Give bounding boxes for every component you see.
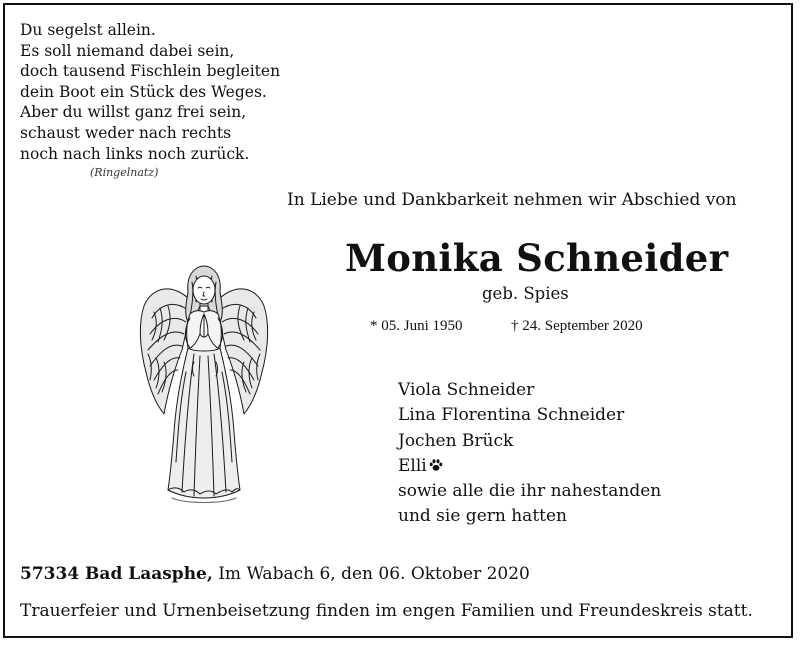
address-details: Im Wabach 6, den 06. Oktober 2020 [212, 564, 530, 584]
mourner-name: Viola Schneider [398, 380, 535, 400]
mourner-name: Jochen Brück [398, 430, 514, 451]
birth-date: * 05. Juni 1950 [370, 318, 463, 334]
poem-line: doch tausend Fischlein begleiten [20, 62, 281, 81]
mourners-list [398, 378, 661, 530]
poem-author: (Ringelnatz) [90, 166, 159, 179]
poem [20, 20, 280, 164]
death-date: † 24. September 2020 [511, 318, 643, 334]
deceased-name: Monika Schneider [345, 236, 729, 280]
farewell-intro: In Liebe und Dankbarkeit nehmen wir Abschied von [287, 190, 737, 210]
poem-line: Aber du willst ganz frei sein, [20, 103, 247, 122]
poem-line: Du segelst allein. [20, 21, 156, 39]
address-line [20, 564, 530, 584]
poem-line: noch nach links noch zurück. [20, 144, 250, 163]
mourner-name: Elli [398, 455, 427, 476]
paw-print-icon [429, 458, 443, 472]
ceremony-note: Trauerfeier und Urnenbeisetzung finden im engen Familien und Freundeskreis statt. [20, 601, 753, 621]
poem-line: dein Boot ein Stück des Weges. [20, 82, 267, 101]
mourner-name: sowie alle die ihr nahestanden [398, 481, 662, 502]
mourner-item-pet [398, 454, 661, 479]
mourner-name: Lina Florentina Schneider [398, 405, 625, 426]
address-city: 57334 Bad Laasphe, [20, 564, 213, 584]
poem-line: Es soll niemand dabei sein, [20, 41, 235, 60]
mourner-name: und sie gern hatten [398, 506, 567, 527]
poem-line: schaust weder nach rechts [20, 123, 232, 142]
maiden-name: geb. Spies [482, 284, 569, 303]
angel-icon [134, 262, 274, 504]
